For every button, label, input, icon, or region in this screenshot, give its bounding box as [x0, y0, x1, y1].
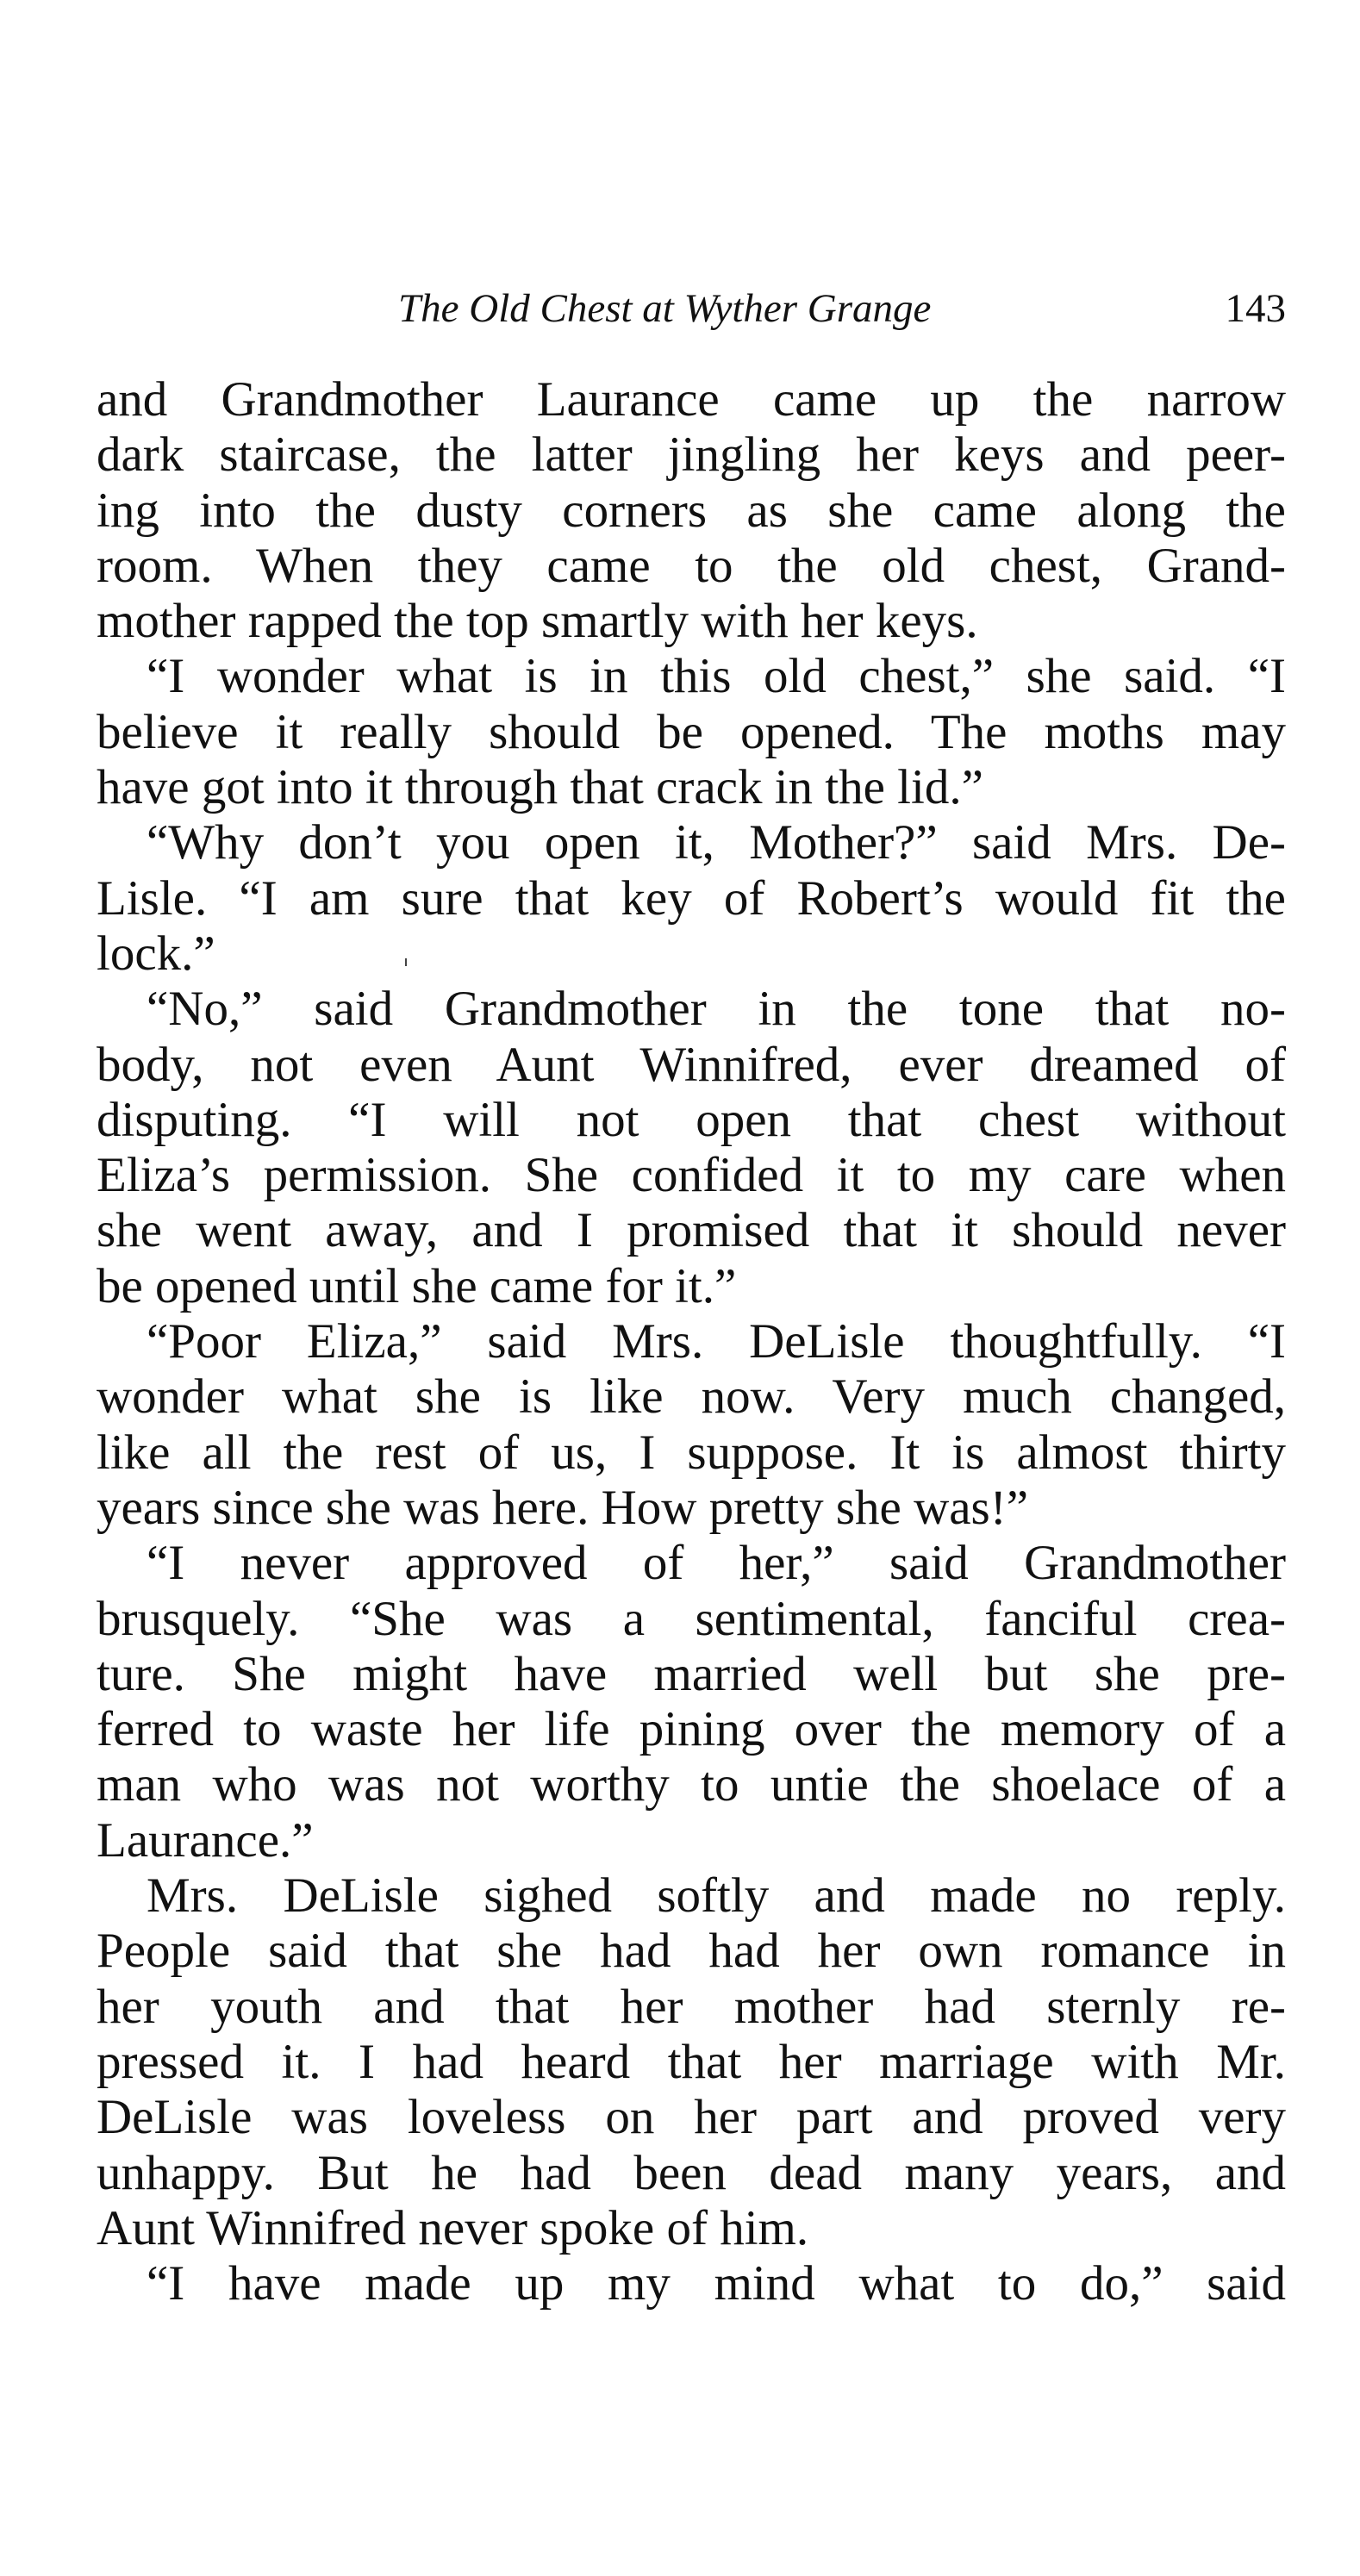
- text-line: believe it really should be opened. The moths may: [97, 704, 1286, 759]
- text-line: Lisle. “I am sure that key of Robert’s would fit the: [97, 870, 1286, 926]
- text-line: Eliza’s permission. She confided it to my care when: [97, 1148, 1286, 1203]
- text-line: “Why don’t you open it, Mother?” said Mrs. De-: [147, 815, 1286, 870]
- running-head: [97, 274, 1286, 343]
- text-line: dark staircase, the latter jingling her keys and peer-: [97, 427, 1286, 483]
- text-line: years since she was here. How pretty she was!”: [97, 1480, 1029, 1535]
- text-line: ferred to waste her life pining over the memory of a: [97, 1702, 1286, 1757]
- text-line: ing into the dusty corners as she came along the: [97, 483, 1286, 538]
- page-number: 143: [1225, 286, 1286, 331]
- text-line: “I have made up my mind what to do,” said: [147, 2256, 1286, 2311]
- text-line: Laurance.”: [97, 1812, 314, 1868]
- text-line: have got into it through that crack in the lid.”: [97, 760, 983, 815]
- body-text: [97, 372, 1286, 2311]
- text-line: DeLisle was loveless on her part and proved very: [97, 2090, 1286, 2145]
- text-line: pressed it. I had heard that her marriage with Mr.: [97, 2034, 1286, 2089]
- text-line: “Poor Eliza,” said Mrs. DeLisle thoughtfully. “I: [147, 1314, 1286, 1369]
- text-line: Mrs. DeLisle sighed softly and made no reply.: [147, 1868, 1286, 1924]
- text-line: like all the rest of us, I suppose. It is almost thirty: [97, 1425, 1286, 1480]
- running-head-title: The Old Chest at Wyther Grange: [398, 286, 932, 331]
- text-line: ture. She might have married well but she pre-: [97, 1646, 1286, 1701]
- text-line: “I never approved of her,” said Grandmother: [147, 1536, 1286, 1591]
- text-line: lock.”: [97, 926, 215, 981]
- text-line: she went away, and I promised that it should never: [97, 1203, 1286, 1258]
- text-line: body, not even Aunt Winnifred, ever dreamed of: [97, 1037, 1286, 1092]
- text-line: mother rapped the top smartly with her keys.: [97, 594, 978, 649]
- text-line: People said that she had had her own romance in: [97, 1924, 1286, 1979]
- text-line: unhappy. But he had been dead many years, and: [97, 2145, 1286, 2200]
- text-line: man who was not worthy to untie the shoelace of a: [97, 1757, 1286, 1812]
- text-line: her youth and that her mother had sternly re-: [97, 1979, 1286, 2034]
- text-line: Aunt Winnifred never spoke of him.: [97, 2200, 809, 2255]
- text-line: brusquely. “She was a sentimental, fanciful crea-: [97, 1591, 1286, 1646]
- text-line: “No,” said Grandmother in the tone that no-: [147, 982, 1286, 1037]
- text-line: and Grandmother Laurance came up the narrow: [97, 372, 1286, 427]
- text-line: room. When they came to the old chest, Grand-: [97, 538, 1286, 593]
- text-line: be opened until she came for it.”: [97, 1258, 737, 1313]
- text-line: “I wonder what is in this old chest,” she said. “I: [147, 649, 1286, 704]
- stray-print-mark: [405, 958, 407, 966]
- text-line: disputing. “I will not open that chest without: [97, 1092, 1286, 1147]
- text-line: wonder what she is like now. Very much changed,: [97, 1369, 1286, 1425]
